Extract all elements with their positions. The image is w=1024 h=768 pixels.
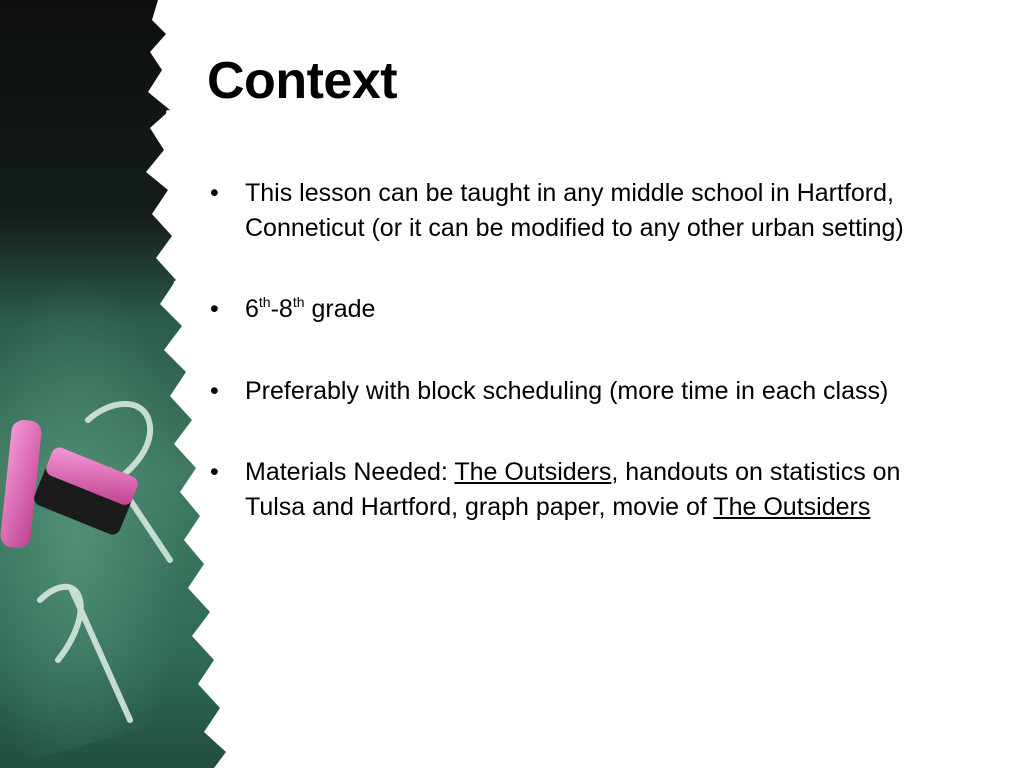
bullet-lesson-location: • This lesson can be taught in any middle school in Hartford, Conneticut (or it can be modified to any other urban setting) [207,176,967,245]
bullet-grade-range [207,292,967,327]
materials-prefix: Materials Needed: [245,458,455,486]
slide-title: Context [207,52,398,110]
grade-start-suffix: th [258,294,271,310]
movie-title: The Outsiders [713,492,871,521]
book-title: The Outsiders [454,458,612,486]
bullet-list [207,176,967,571]
grade-end-suffix: th [292,294,305,310]
grade-start: 6 [245,295,259,323]
materials-list: , handouts on statistics on Tulsa and Hartford, graph paper, movie of [245,458,901,521]
bullet-materials [207,455,967,524]
bullet-scheduling: • Preferably with block scheduling (more time in each class) [207,374,967,409]
grade-separator: -8 [270,295,293,323]
grade-label: grade [304,295,376,323]
